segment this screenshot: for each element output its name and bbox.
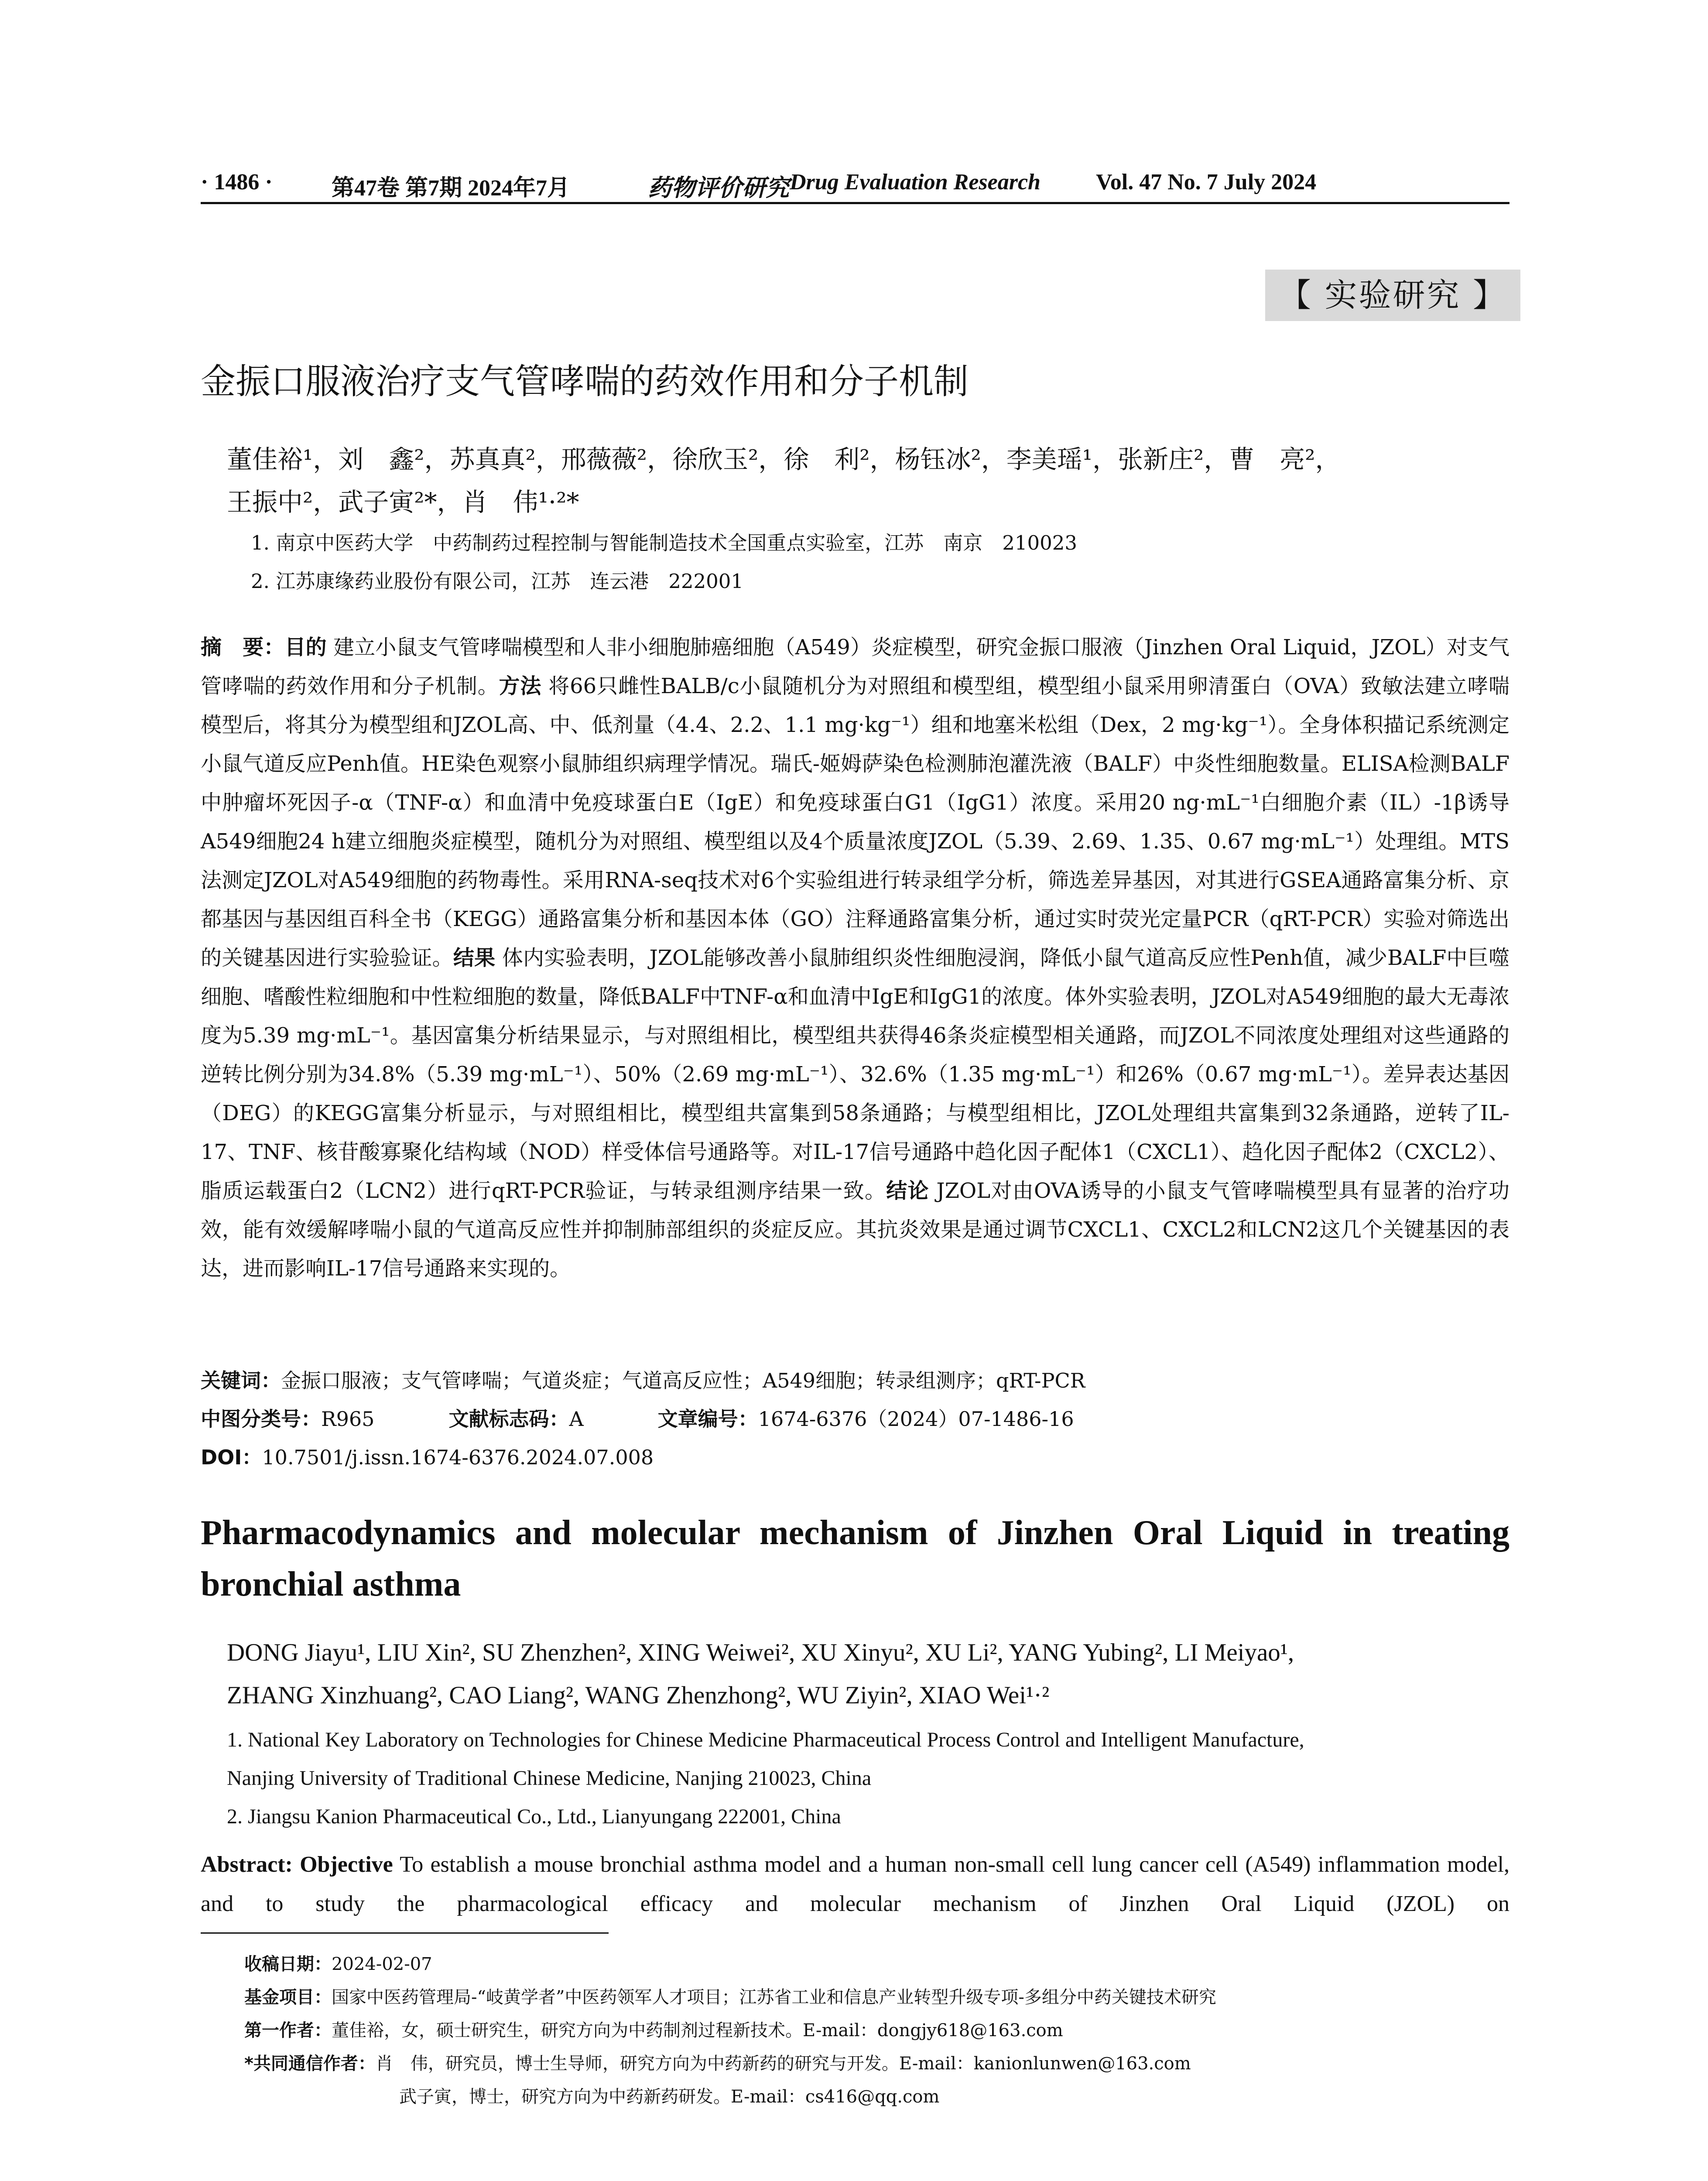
affiliation-en: 1. National Key Laboratory on Technologies for Chinese Medicine Pharmaceutical Process Control and Intelligent Manufacture, <box>227 1728 1304 1751</box>
received-label: 收稿日期： <box>244 1954 332 1974</box>
title-cn: 金振口服液治疗支气管哮喘的药效作用和分子机制 <box>201 361 969 402</box>
doc-code-label: 文献标志码： <box>448 1407 569 1431</box>
authors-en-line: ZHANG Xinzhuang², CAO Liang², WANG Zhenzhong², WU Ziyin², XIAO Wei¹·² <box>227 1682 1050 1709</box>
journal-name-en: Drug Evaluation Research <box>790 170 1041 195</box>
abstract-en <box>201 1845 1509 1924</box>
title-en: Pharmacodynamics and molecular mechanism of Jinzhen Oral Liquid in treating bronchial asthma <box>201 1514 1509 1603</box>
first-author-label: 第一作者： <box>244 2020 332 2041</box>
methods-label: 方法 <box>499 674 542 698</box>
affiliation-cn: 2. 江苏康缘药业股份有限公司，江苏 连云港 222001 <box>251 570 744 593</box>
abstract-cn-label: 摘 要： <box>201 635 285 660</box>
section-tag: 【 实验研究 】 <box>1265 270 1520 321</box>
classification <box>201 1404 1509 1434</box>
authors-cn-line: 王振中²，武子寅²*，肖 伟¹·²* <box>227 487 579 517</box>
doi-label: DOI： <box>201 1446 262 1469</box>
clc-label: 中图分类号： <box>201 1407 321 1431</box>
footnote-rule <box>201 1932 609 1934</box>
affiliation-en: Nanjing University of Traditional Chinese Medicine, Nanjing 210023, China <box>227 1767 872 1790</box>
authors-en <box>227 1631 1514 1717</box>
corresponding-value: 肖 伟，研究员，博士生导师，研究方向为中药新药的研究与开发。E-mail：kanionlunwen@163.com <box>375 2054 1191 2074</box>
keywords <box>201 1365 1509 1396</box>
affiliation-en: 2. Jiangsu Kanion Pharmaceutical Co., Ltd., Lianyungang 222001, China <box>227 1805 841 1828</box>
conclusion-label: 结论 <box>886 1179 929 1203</box>
fund-value: 国家中医药管理局-“岐黄学者”中医药领军人才项目；江苏省工业和信息产业转型升级专项-多组分中药关键技术研究 <box>332 1987 1216 2007</box>
fund-info <box>244 1981 1509 2014</box>
received-value: 2024-02-07 <box>332 1954 432 1974</box>
authors-cn <box>227 438 1518 523</box>
clc-value: R965 <box>321 1407 375 1431</box>
authors-en-line: DONG Jiayu¹, LIU Xin², SU Zhenzhen², XING Weiwei², XU Xinyu², XU Li², YANG Yubing², LI Meiyao¹, <box>227 1639 1294 1666</box>
running-header <box>201 165 1509 204</box>
first-author-info <box>244 2014 1509 2047</box>
abstract-cn <box>201 628 1509 1288</box>
results-text: 体内实验表明，JZOL能够改善小鼠肺组织炎性细胞浸润，降低小鼠气道高反应性Penh值，减少BALF中巨噬细胞、嗜酸性粒细胞和中性粒细胞的数量，降低BALF中TNF-α和血清中IgE和IgG1的浓度。体外实验表明，JZOL对A549细胞的最大无毒浓度为5.39 mg·mL⁻¹。基因富集分析结果显示，与对照组相比，模型组共获得46条炎症模型相关通路，而JZOL不同浓度处理组对这些通路的逆转比例分别为34.8%（5.39 mg·mL⁻¹）、50%（2.69 mg·mL⁻¹）、32.6%（1.35 mg·mL⁻¹）和26%（0.67 mg·mL⁻¹）。差异表达基因（DEG）的KEGG富集分析显示，与对照组相比，模型组共富集到58条通路；与模型组相比，JZOL处理组共富集到32条通路，逆转了IL-17、TNF、核苷酸寡聚化结构域（NOD）样受体信号通路等。对IL-17信号通路中趋化因子配体1（CXCL1）、趋化因子配体2（CXCL2）、脂质运载蛋白2（LCN2）进行qRT-PCR验证，与转录组测序结果一致。 <box>201 946 1509 1203</box>
doi <box>201 1442 1509 1473</box>
received-date <box>244 1948 1509 1981</box>
doc-code-value: A <box>569 1407 584 1431</box>
keywords-text: 金振口服液；支气管哮喘；气道炎症；气道高反应性；A549细胞；转录组测序；qRT-PCR <box>281 1369 1085 1392</box>
abstract-en-label: Abstract: <box>201 1852 293 1877</box>
first-author-value: 董佳裕，女，硕士研究生，研究方向为中药制剂过程新技术。E-mail：dongjy618@163.com <box>332 2020 1063 2041</box>
objective-text: 建立小鼠支气管哮喘模型和人非小细胞肺癌细胞（A549）炎症模型，研究金振口服液（Jinzhen Oral Liquid，JZOL）对支气管哮喘的药效作用和分子机制。 <box>201 635 1509 698</box>
article-no-label: 文章编号： <box>657 1407 758 1431</box>
issue-info-en: Vol. 47 No. 7 July 2024 <box>1096 170 1317 195</box>
objective-label: 目的 <box>284 635 327 660</box>
conclusion-text: JZOL对由OVA诱导的小鼠支气管哮喘模型具有显著的治疗功效，能有效缓解哮喘小鼠的气道高反应性并抑制肺部组织的炎症反应。其抗炎效果是通过调节CXCL1、CXCL2和LCN2这几个关键基因的表达，进而影响IL-17信号通路来实现的。 <box>201 1179 1509 1281</box>
footnotes <box>244 1948 1509 2113</box>
corresponding-author-info-2: 武子寅，博士，研究方向为中药新药研发。E-mail：cs416@qq.com <box>399 2087 940 2107</box>
methods-text: 将66只雌性BALB/c小鼠随机分为对照组和模型组，模型组小鼠采用卵清蛋白（OVA）致敏法建立哮喘模型后，将其分为模型组和JZOL高、中、低剂量（4.4、2.2、1.1 mg·kg⁻¹）组和地塞米松组（Dex，2 mg·kg⁻¹）。全身体积描记系统测定小鼠气道反应Penh值。HE染色观察小鼠肺组织病理学情况。瑞氏-姬姆萨染色检测肺泡灌洗液（BALF）中炎性细胞数量。ELISA检测BALF中肿瘤坏死因子-α（TNF-α）和血清中免疫球蛋白E（IgE）和免疫球蛋白G1（IgG1）浓度。采用20 ng·mL⁻¹白细胞介素（IL）-1β诱导A549细胞24 h建立细胞炎症模型，随机分为对照组、模型组以及4个质量浓度JZOL（5.39、2.69、1.35、0.67 mg·mL⁻¹）处理组。MTS法测定JZOL对A549细胞的药物毒性。采用RNA-seq技术对6个实验组进行转录组学分析，筛选差异基因，对其进行GSEA通路富集分析、京都基因与基因组百科全书（KEGG）通路富集分析和基因本体（GO）注释通路富集分析，通过实时荧光定量PCR（qRT-PCR）实验对筛选出的关键基因进行实验验证。 <box>201 674 1509 970</box>
objective-en-label: Objective <box>300 1852 393 1877</box>
issue-info-cn: 第47卷 第7期 2024年7月 <box>332 176 570 201</box>
header-rule <box>201 202 1509 204</box>
journal-name-cn: 药物评价研究 <box>648 174 789 202</box>
keywords-label: 关键词： <box>201 1369 281 1392</box>
results-label: 结果 <box>453 946 496 970</box>
authors-cn-line: 董佳裕¹，刘 鑫²，苏真真²，邢薇薇²，徐欣玉²，徐 利²，杨钰冰²，李美瑶¹，张新庄²，曹 亮²， <box>227 444 1341 474</box>
doi-value: 10.7501/j.issn.1674-6376.2024.07.008 <box>262 1446 654 1469</box>
corresponding-label: *共同通信作者： <box>244 2054 376 2074</box>
abstract-en-text: To establish a mouse bronchial asthma model and a human non-small cell lung cancer cell (A549) inflammation model, and to study the pharmacological efficacy and molecular mechanism of Jinzhen Oral Liquid (JZOL) on <box>201 1852 1510 1916</box>
affiliation-cn: 1. 南京中医药大学 中药制药过程控制与智能制造技术全国重点实验室，江苏 南京 210023 <box>251 531 1078 554</box>
corresponding-author-info <box>244 2047 1509 2080</box>
fund-label: 基金项目： <box>244 1987 332 2007</box>
page-number: · 1486 · <box>201 170 273 195</box>
article-no-value: 1674-6376（2024）07-1486-16 <box>758 1407 1074 1431</box>
